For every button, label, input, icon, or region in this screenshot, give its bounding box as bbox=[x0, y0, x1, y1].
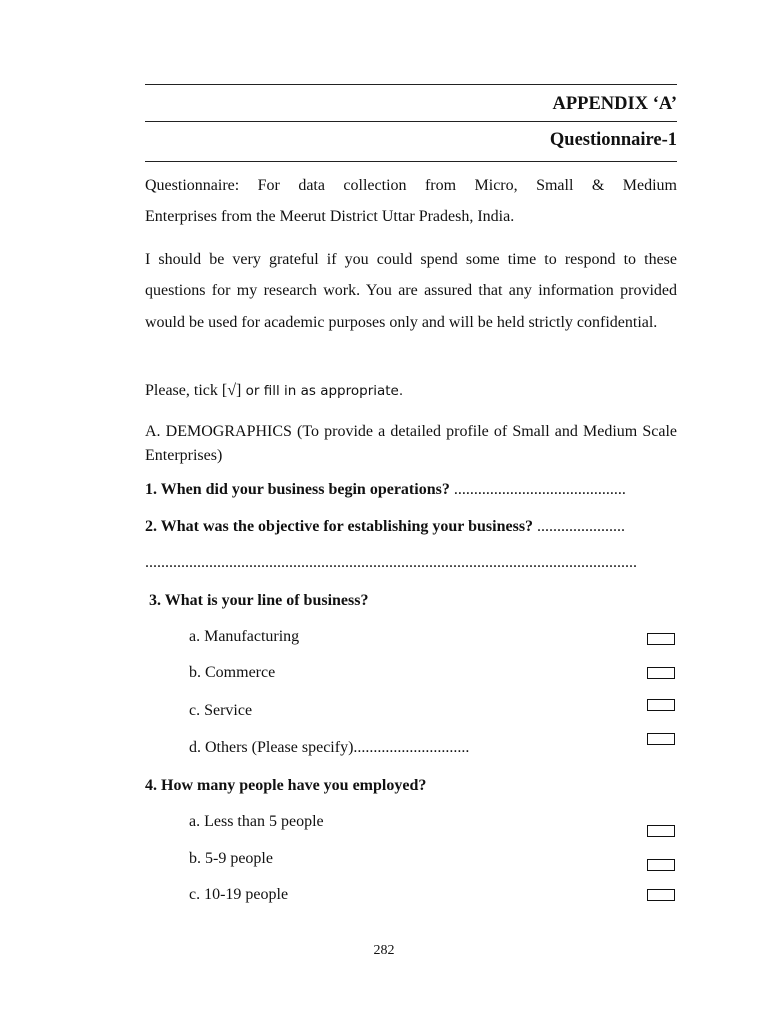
option-5-9: b. 5-9 people bbox=[189, 850, 273, 867]
instruction-prefix: Please, tick [√] bbox=[145, 382, 242, 399]
checkbox-commerce[interactable] bbox=[647, 667, 675, 679]
question-2-blank[interactable]: ...................... bbox=[533, 518, 626, 535]
checkbox-manufacturing[interactable] bbox=[647, 633, 675, 645]
checkbox-10-19[interactable] bbox=[647, 889, 675, 901]
request-paragraph: I should be very grateful if you could spend some time to respond to these questions for my research work. You are assured that any information provided would be used for academic purposes only and will be held strictly confidential. bbox=[145, 251, 677, 331]
checkbox-service[interactable] bbox=[647, 699, 675, 711]
option-commerce: b. Commerce bbox=[189, 664, 276, 681]
option-manufacturing: a. Manufacturing bbox=[189, 628, 300, 645]
questionnaire-title: Questionnaire-1 bbox=[549, 130, 677, 150]
purpose-line-1: Questionnaire: For data collection from Micro, Small & Medium bbox=[145, 177, 677, 194]
top-rule bbox=[145, 84, 677, 85]
bottom-rule bbox=[145, 161, 677, 162]
checkbox-5-9[interactable] bbox=[647, 859, 675, 871]
appendix-title: APPENDIX ‘A’ bbox=[552, 94, 677, 114]
option-less-than-5: a. Less than 5 people bbox=[189, 813, 324, 830]
checkbox-others[interactable] bbox=[647, 733, 675, 745]
question-2-blank-line[interactable]: ........................................................................................................................... bbox=[145, 554, 637, 571]
question-1-text: 1. When did your business begin operations? bbox=[145, 481, 450, 498]
middle-rule bbox=[145, 121, 677, 122]
option-others: d. Others (Please specify)............................. bbox=[189, 739, 470, 756]
question-2-text: 2. What was the objective for establishing your business? bbox=[145, 518, 534, 535]
option-service: c. Service bbox=[189, 702, 253, 719]
page-number: 282 bbox=[373, 943, 395, 958]
question-1-blank[interactable]: ........................................... bbox=[449, 481, 626, 498]
section-a-heading: A. DEMOGRAPHICS (To provide a detailed profile of Small and Medium Scale Enterprises) bbox=[145, 423, 677, 464]
question-3-text: 3. What is your line of business? bbox=[149, 592, 369, 609]
question-2 bbox=[145, 518, 677, 536]
instruction-line bbox=[145, 382, 677, 400]
option-10-19: c. 10-19 people bbox=[189, 886, 289, 903]
question-4-text: 4. How many people have you employed? bbox=[145, 777, 427, 794]
question-1 bbox=[145, 481, 677, 499]
checkbox-less-than-5[interactable] bbox=[647, 825, 675, 837]
purpose-line-2: Enterprises from the Meerut District Uttar Pradesh, India. bbox=[145, 208, 515, 225]
instruction-suffix: or fill in as appropriate. bbox=[241, 383, 404, 399]
